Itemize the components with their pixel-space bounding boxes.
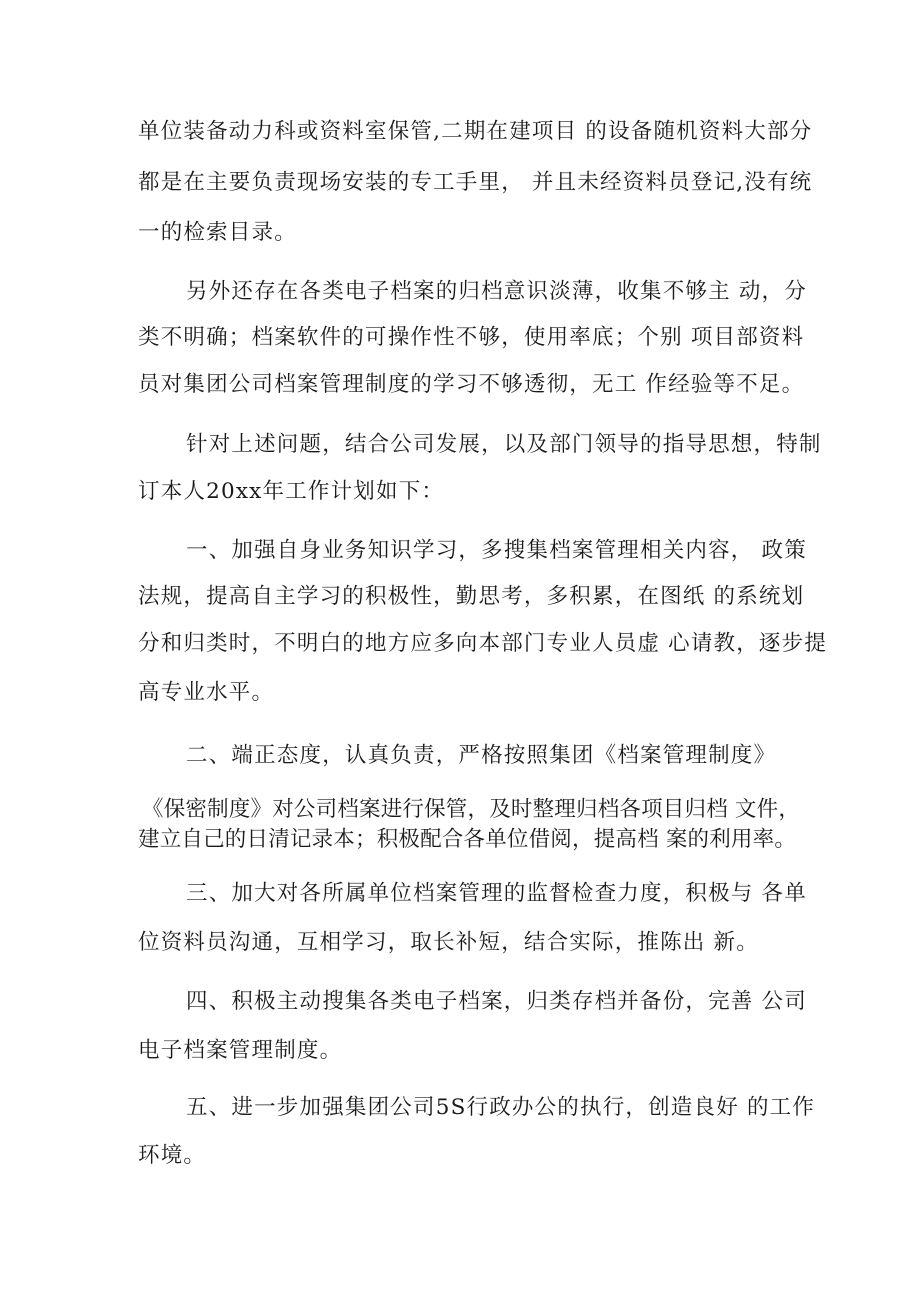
text-line: 电子档案管理制度。 [138, 1038, 343, 1063]
text-line: 高专业水平。 [138, 680, 275, 705]
text-line: 员对集团公司档案管理制度的学习不够透彻，无工 作经验等不足。 [138, 372, 805, 397]
text-line: 二、端正态度，认真负责，严格按照集团《档案管理制度》 [186, 743, 777, 768]
text-line: 一的检索目录。 [138, 220, 297, 245]
text-line: 一、加强自身业务知识学习，多搜集档案管理相关内容， 政策 [186, 538, 807, 563]
text-line: 建立自己的日清记录本；积极配合各单位借阅，提高档 案的利用率。 [138, 827, 797, 852]
text-line: 五、进一步加强集团公司5S行政办公的执行，创造良好 的工作 [186, 1095, 816, 1120]
text-line: 单位装备动力科或资料室保管,二期在建项目 的设备随机资料大部分 [138, 119, 813, 144]
text-line: 法规，提高自主学习的积极性，勤思考，多积累，在图纸 的系统划 [138, 584, 805, 609]
text-line: 三、加大对各所属单位档案管理的监督检查力度，积极与 各单 [186, 881, 807, 906]
text-line: 环境。 [138, 1143, 207, 1168]
text-line: 类不明确；档案软件的可操作性不够，使用率底；个别 项目部资料 [138, 325, 805, 350]
text-line: 《保密制度》对公司档案进行保管，及时整理归档各项目归档 文件， [142, 797, 801, 822]
text-line: 另外还存在各类电子档案的归档意识淡薄，收集不够主 动，分 [186, 279, 807, 304]
text-line: 位资料员沟通，互相学习，取长补短，结合实际，推陈出 新。 [138, 930, 759, 955]
text-line: 四、积极主动搜集各类电子档案，归类存档并备份，完善 公司 [186, 989, 807, 1014]
text-line: 针对上述问题，结合公司发展，以及部门领导的指导思想，特制 [186, 432, 822, 457]
text-line: 都是在主要负责现场安装的专工手里， 并且未经资料员登记,没有统 [138, 170, 813, 195]
text-line: 分和归类时，不明白的地方应多向本部门专业人员虚 心请教，逐步提 [138, 631, 828, 656]
text-line: 订本人20xx年工作计划如下： [138, 479, 445, 504]
